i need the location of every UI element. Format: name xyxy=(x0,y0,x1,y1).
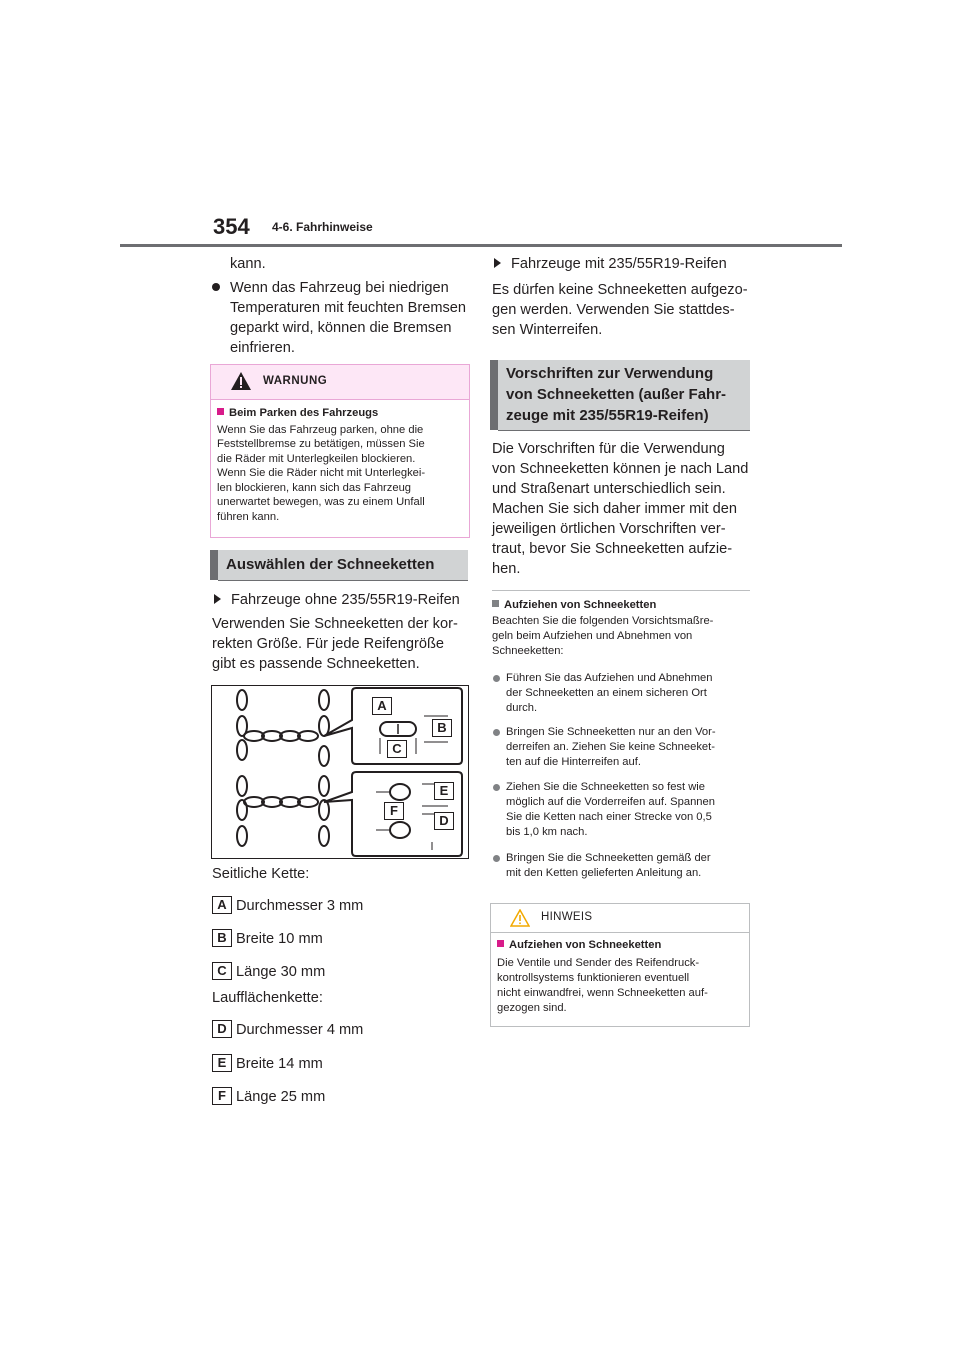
chain-illustration xyxy=(212,686,468,858)
hint-body: Aufziehen von Schneeketten Die Ventile und Sender des Reifendruck- kontrollsystems funktionieren eventuell nicht einwandfrei, wenn Schneeketten auf- gezogen sind. xyxy=(497,939,708,1014)
warning-body: Beim Parken des Fahrzeugs Wenn Sie das Fahrzeug parken, ohne die Feststellbremse zu betätigen, müssen Sie die Räder mit Unterlegkeilen blockieren. Wenn Sie die Räder nicht mit Unterlegkei- len blockieren, kann sich das Fahrzeug unerwartet bewegen, was zu einem Unfall führen kann. xyxy=(217,407,426,523)
section-underline xyxy=(498,430,750,431)
square-bullet-icon xyxy=(497,940,504,947)
sub-heading-with: Fahrzeuge mit 235/55R19-Reifen xyxy=(494,254,727,274)
paragraph-size: Verwenden Sie Schneeketten der kor- rekten Größe. Für jede Reifengröße gibt es passende Schneeketten. xyxy=(212,616,458,672)
item-f: F Länge 25 mm xyxy=(212,1087,325,1107)
side-chain-label: Seitliche Kette: xyxy=(212,866,310,882)
item-a: A Durchmesser 3 mm xyxy=(212,896,363,916)
paragraph-winter: Es dürfen keine Schneeketten aufgezo- gen werden. Verwenden Sie stattdes- sen Winterreifen. xyxy=(492,282,748,338)
triangle-bullet-icon xyxy=(494,258,501,268)
section-heading-select: Auswählen der Schneeketten xyxy=(210,550,468,580)
mount-bullet-1: Führen Sie das Aufziehen und Abnehmen der Schneeketten an einem sicheren Ort durch. xyxy=(492,671,754,716)
page-number: 354 xyxy=(213,214,250,239)
item-c: C Länge 30 mm xyxy=(212,962,325,982)
section-underline xyxy=(218,580,468,581)
sub-heading-without: Fahrzeuge ohne 235/55R19-Reifen xyxy=(214,590,460,610)
square-bullet-icon xyxy=(217,408,224,415)
figure-label-b: B xyxy=(432,719,452,737)
hint-label: HINWEIS xyxy=(541,911,593,923)
divider xyxy=(492,590,750,591)
square-bullet-icon xyxy=(492,600,499,607)
warning-box xyxy=(210,364,470,538)
figure-label-e: E xyxy=(434,782,454,800)
bullet-icon xyxy=(493,729,500,736)
continuation-text: kann. xyxy=(230,256,266,272)
warning-header xyxy=(211,365,469,400)
bullet-icon xyxy=(493,675,500,682)
figure-label-d: D xyxy=(434,812,454,830)
bullet-brakes: Wenn das Fahrzeug bei niedrigen Temperaturen mit feuchten Bremsen geparkt wird, können die Bremsen einfrieren. xyxy=(212,278,472,358)
section-title: 4-6. Fahrhinweise xyxy=(272,220,373,234)
mount-bullet-4: Bringen Sie die Schneeketten gemäß der mit den Ketten gelieferten Anleitung an. xyxy=(492,851,754,881)
mount-bullet-3: Ziehen Sie die Schneeketten so fest wie möglich auf die Vorderreifen auf. Spannen Sie die Ketten nach einer Strecke von 0,5 bis 1,0 km nach. xyxy=(492,780,754,840)
hint-header xyxy=(491,904,749,933)
mount-title: Aufziehen von Schneeketten xyxy=(492,598,656,613)
bullet-icon xyxy=(493,784,500,791)
caution-icon xyxy=(510,909,530,927)
chain-figure xyxy=(211,685,469,859)
figure-label-a: A xyxy=(372,697,392,715)
warning-label: WARNUNG xyxy=(263,375,328,387)
figure-label-c: C xyxy=(387,740,407,758)
mount-bullet-2: Bringen Sie Schneeketten nur an den Vor- derreifen an. Ziehen Sie keine Schneeket- ten auf die Hinterreifen auf. xyxy=(492,725,754,770)
triangle-bullet-icon xyxy=(214,594,221,604)
hint-box xyxy=(490,903,750,1027)
section-heading-rules: Vorschriften zur Verwendung von Schneeketten (außer Fahr- zeuge mit 235/55R19-Reifen) xyxy=(490,360,750,430)
figure-label-f: F xyxy=(384,802,404,820)
item-b: B Breite 10 mm xyxy=(212,929,323,949)
warning-icon xyxy=(230,371,252,391)
item-d: D Durchmesser 4 mm xyxy=(212,1020,363,1040)
header-rule xyxy=(120,244,842,247)
bullet-icon xyxy=(212,283,220,291)
bullet-icon xyxy=(493,855,500,862)
mount-intro: Beachten Sie die folgenden Vorsichtsmaßre- geln beim Aufziehen und Abnehmen von Schneeketten: xyxy=(492,615,714,657)
paragraph-rules: Die Vorschriften für die Verwendung von Schneeketten können je nach Land und Straßenart unterschiedlich sein. Machen Sie sich daher immer mit den jeweiligen örtlichen Vorschriften ver- traut, bevor Sie Schneeketten aufzie- hen. xyxy=(492,441,749,577)
item-e: E Breite 14 mm xyxy=(212,1054,323,1074)
tread-chain-label: Laufflächenkette: xyxy=(212,990,323,1006)
